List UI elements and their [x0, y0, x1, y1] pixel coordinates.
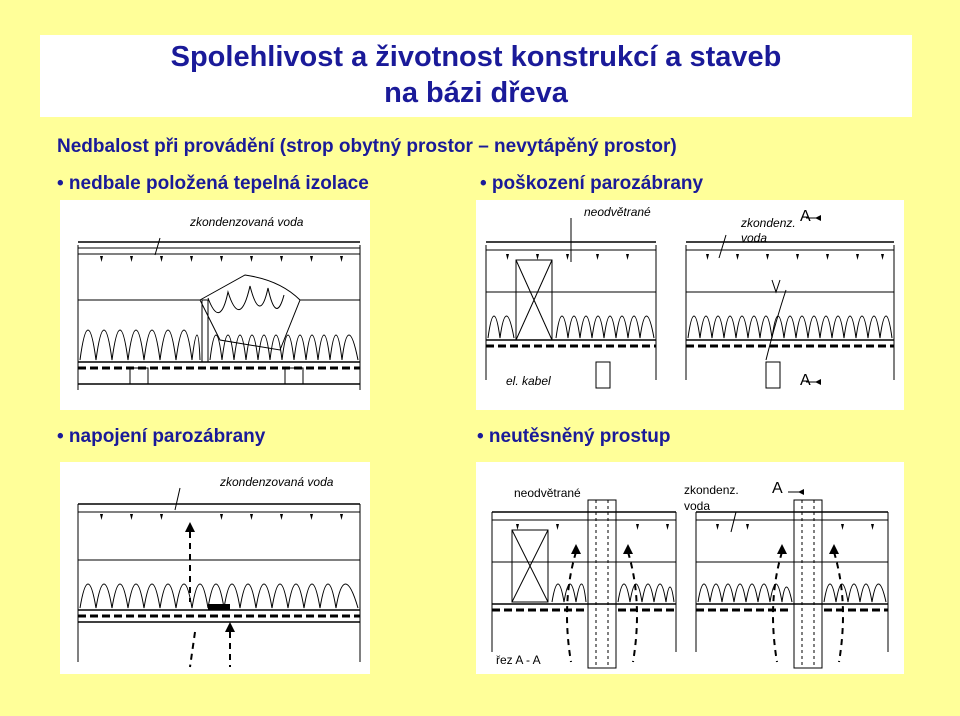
- label-cable: el. kabel: [506, 374, 551, 388]
- diagram-vapor-barrier-joint-drawing: [60, 462, 370, 674]
- label-condensed-water: zkondenzovaná voda: [190, 215, 304, 229]
- heading-insulation: • nedbale položená tepelná izolace: [57, 173, 369, 194]
- label-condensed-water: zkondenzovaná voda: [220, 475, 334, 489]
- heading-unsealed-penetration: • neutěsněný prostup: [477, 426, 671, 447]
- title-box: [40, 35, 912, 117]
- page-title-line-1: Spolehlivost a životnost konstrukcí a staveb: [170, 41, 782, 73]
- label-unventilated: neodvětrané: [584, 205, 651, 219]
- diagram-vapor-barrier-damage: [476, 200, 904, 410]
- diagram-insulation-drawing: [60, 200, 370, 410]
- heading-vapor-barrier-joint: • napojení parozábrany: [57, 426, 266, 447]
- page-subtitle: Nedbalost při provádění (strop obytný prostor – nevytápěný prostor): [57, 136, 677, 157]
- label-condensed-2: voda: [741, 231, 768, 245]
- page-title-line-2: na bázi dřeva: [384, 77, 568, 109]
- label-unventilated: neodvětrané: [514, 486, 581, 500]
- label-condensed-1: zkondenz.: [741, 216, 796, 230]
- diagram-vapor-barrier-joint: [60, 462, 370, 674]
- diagram-insulation: [60, 200, 370, 410]
- label-condensed-1: zkondenz.: [684, 483, 739, 497]
- label-section-caption: řez A - A: [496, 653, 541, 667]
- label-section-bottom: A: [800, 372, 811, 389]
- diagram-unsealed-penetration: [476, 462, 904, 674]
- label-section-top: A: [772, 480, 783, 497]
- label-condensed-2: voda: [684, 499, 711, 513]
- label-section-top: A: [800, 208, 811, 225]
- heading-vapor-barrier-damage: • poškození parozábrany: [480, 173, 704, 194]
